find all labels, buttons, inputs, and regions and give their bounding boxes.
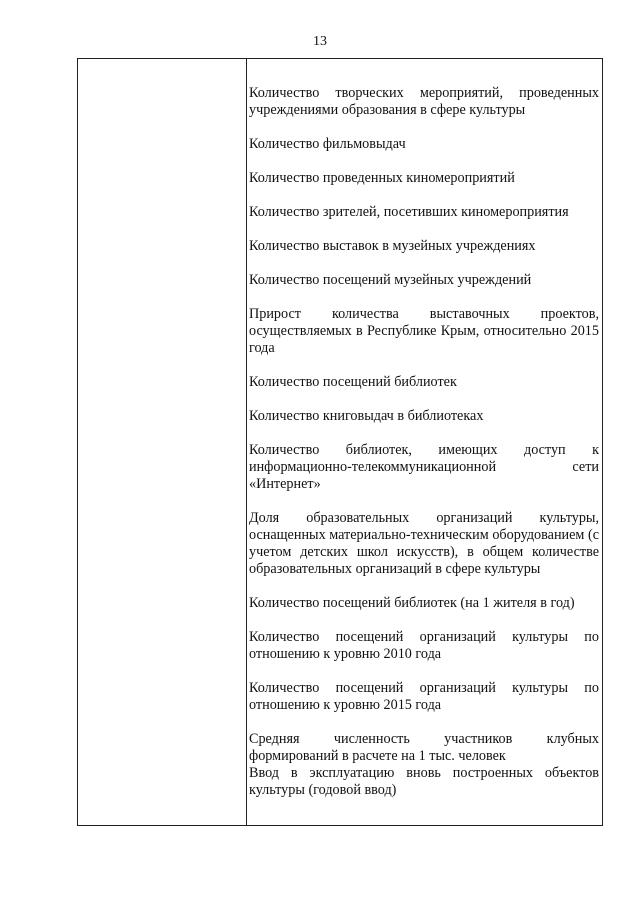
indicator-item: Количество творческих мероприятий, проведенных учреждениями образования в сфере культуры: [249, 85, 599, 118]
indicator-item: Ввод в эксплуатацию вновь построенных объектов культуры (годовой ввод): [249, 765, 599, 798]
indicator-item: Количество посещений музейных учреждений: [249, 272, 532, 288]
indicator-item: Количество фильмовыдач: [249, 136, 406, 152]
indicator-item: Количество посещений организаций культуры по отношению к уровню 2015 года: [249, 680, 599, 713]
left-column-cell: [78, 59, 246, 825]
column-divider: [246, 59, 247, 825]
indicator-item: Количество выставок в музейных учреждениях: [249, 238, 536, 254]
indicator-item: Количество посещений библиотек (на 1 жителя в год): [249, 595, 575, 611]
page-number: 13: [313, 34, 327, 49]
indicator-item: Доля образовательных организаций культуры, оснащенных материально-техническим оборудованием (с учетом детских школ искусств), в общем количестве образовательных организаций в сфере культуры: [249, 510, 599, 577]
indicator-item: Прирост количества выставочных проектов, осуществляемых в Республике Крым, относительно 2015 года: [249, 306, 599, 356]
indicator-item: Количество книговыдач в библиотеках: [249, 408, 484, 424]
indicator-list: [249, 85, 599, 799]
indicator-table: [77, 58, 603, 826]
indicator-item: Количество библиотек, имеющих доступ к информационно-телекоммуникационной сети «Интернет»: [249, 442, 599, 492]
indicator-item: Средняя численность участников клубных формирований в расчете на 1 тыс. человек: [249, 731, 599, 764]
indicator-item: Количество посещений библиотек: [249, 374, 457, 390]
indicator-item: Количество посещений организаций культуры по отношению к уровню 2010 года: [249, 629, 599, 662]
indicator-item: Количество зрителей, посетивших киномероприятия: [249, 204, 569, 220]
indicator-item: Количество проведенных киномероприятий: [249, 170, 515, 186]
